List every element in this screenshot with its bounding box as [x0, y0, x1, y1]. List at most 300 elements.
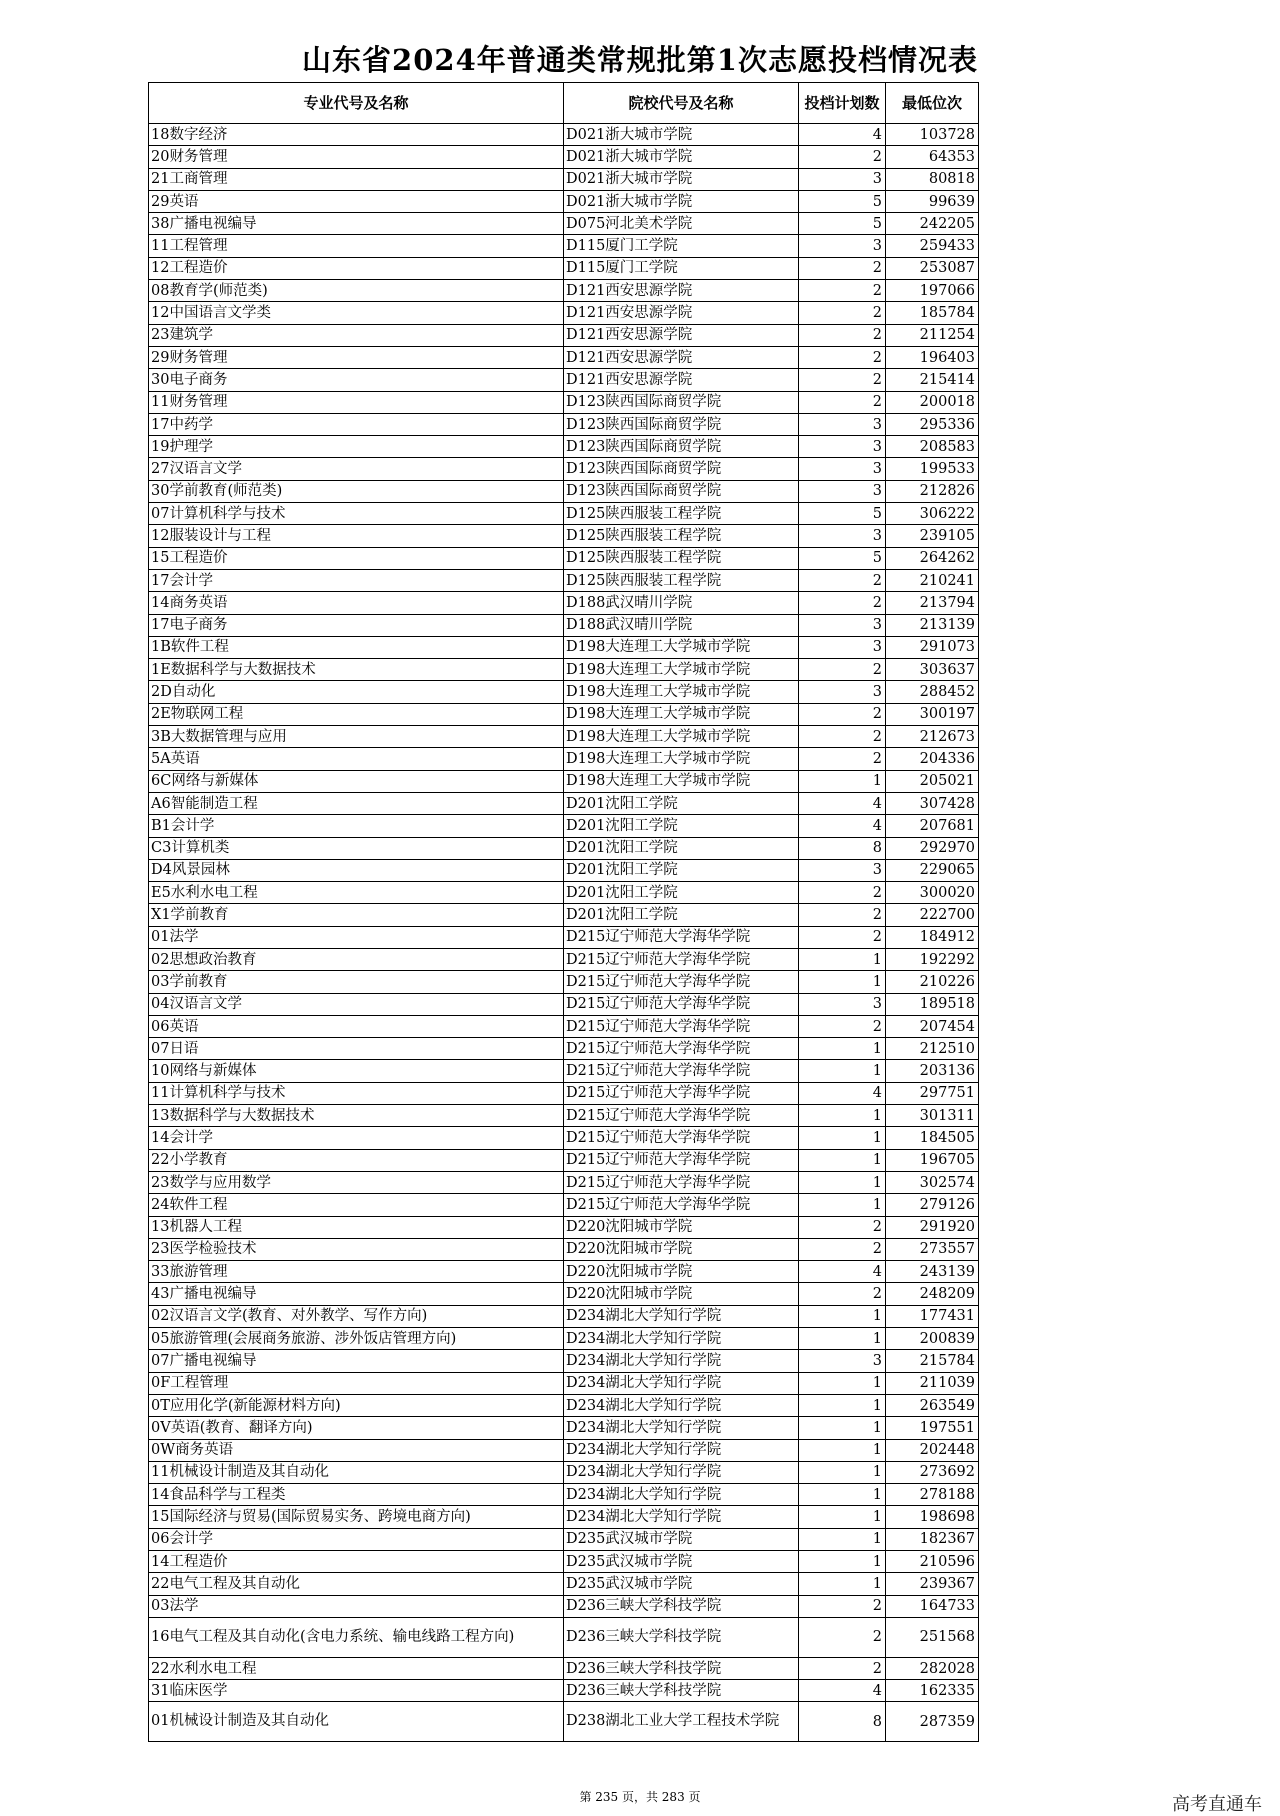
cell-major: 08教育学(师范类) — [149, 280, 564, 302]
cell-rank: 210596 — [886, 1551, 979, 1573]
cell-plan: 1 — [799, 1484, 886, 1506]
cell-plan: 4 — [799, 1680, 886, 1702]
cell-school: D215辽宁师范大学海华学院 — [564, 1105, 799, 1127]
cell-school: D201沈阳工学院 — [564, 882, 799, 904]
cell-plan: 3 — [799, 413, 886, 435]
cell-school: D215辽宁师范大学海华学院 — [564, 926, 799, 948]
table-row — [149, 1551, 979, 1573]
cell-school: D236三峡大学科技学院 — [564, 1657, 799, 1679]
cell-plan: 1 — [799, 1149, 886, 1171]
table-row — [149, 614, 979, 636]
header-plan: 投档计划数 — [799, 83, 886, 124]
table-row — [149, 1439, 979, 1461]
cell-major: A6智能制造工程 — [149, 792, 564, 814]
cell-major: 0F工程管理 — [149, 1372, 564, 1394]
cell-school: D198大连理工大学城市学院 — [564, 659, 799, 681]
cell-school: D234湖北大学知行学院 — [564, 1484, 799, 1506]
cell-school: D234湖北大学知行学院 — [564, 1350, 799, 1372]
table-row — [149, 547, 979, 569]
cell-school: D123陕西国际商贸学院 — [564, 436, 799, 458]
cell-rank: 273692 — [886, 1461, 979, 1483]
cell-plan: 3 — [799, 436, 886, 458]
cell-school: D215辽宁师范大学海华学院 — [564, 1149, 799, 1171]
cell-plan: 1 — [799, 1394, 886, 1416]
cell-rank: 64353 — [886, 146, 979, 168]
cell-major: 0V英语(教育、翻译方向) — [149, 1417, 564, 1439]
cell-plan: 4 — [799, 1082, 886, 1104]
table-row — [149, 748, 979, 770]
cell-major: 5A英语 — [149, 748, 564, 770]
cell-major: 29财务管理 — [149, 346, 564, 368]
cell-major: 11机械设计制造及其自动化 — [149, 1461, 564, 1483]
cell-major: 1E数据科学与大数据技术 — [149, 659, 564, 681]
cell-school: D234湖北大学知行学院 — [564, 1394, 799, 1416]
cell-plan: 2 — [799, 369, 886, 391]
cell-plan: 1 — [799, 1506, 886, 1528]
table-row — [149, 926, 979, 948]
cell-plan: 1 — [799, 1439, 886, 1461]
cell-major: 03学前教育 — [149, 971, 564, 993]
table-row — [149, 1171, 979, 1193]
cell-rank: 184912 — [886, 926, 979, 948]
table-row — [149, 1394, 979, 1416]
cell-rank: 251568 — [886, 1617, 979, 1657]
cell-plan: 1 — [799, 1328, 886, 1350]
page-title: 山东省2024年普通类常规批第1次志愿投档情况表 — [302, 43, 978, 77]
cell-rank: 184505 — [886, 1127, 979, 1149]
cell-major: 11工程管理 — [149, 235, 564, 257]
table-row — [149, 1149, 979, 1171]
table-row — [149, 1657, 979, 1679]
cell-rank: 202448 — [886, 1439, 979, 1461]
cell-plan: 2 — [799, 592, 886, 614]
table-row — [149, 792, 979, 814]
cell-rank: 302574 — [886, 1171, 979, 1193]
table-row — [149, 815, 979, 837]
table-row — [149, 904, 979, 926]
table-row — [149, 168, 979, 190]
cell-rank: 242205 — [886, 213, 979, 235]
table-row — [149, 592, 979, 614]
cell-plan: 1 — [799, 1551, 886, 1573]
cell-plan: 5 — [799, 190, 886, 212]
table-row — [149, 659, 979, 681]
cell-rank: 229065 — [886, 859, 979, 881]
table-row — [149, 1194, 979, 1216]
table-row — [149, 993, 979, 1015]
cell-school: D201沈阳工学院 — [564, 837, 799, 859]
cell-rank: 192292 — [886, 948, 979, 970]
table-body — [149, 124, 979, 1742]
table-row — [149, 324, 979, 346]
cell-rank: 200839 — [886, 1328, 979, 1350]
cell-major: 04汉语言文学 — [149, 993, 564, 1015]
cell-plan: 4 — [799, 1261, 886, 1283]
table-row — [149, 1702, 979, 1742]
cell-major: 1B软件工程 — [149, 636, 564, 658]
cell-rank: 204336 — [886, 748, 979, 770]
table-row — [149, 480, 979, 502]
cell-rank: 288452 — [886, 681, 979, 703]
table-row — [149, 1595, 979, 1617]
cell-plan: 1 — [799, 1194, 886, 1216]
cell-major: E5水利水电工程 — [149, 882, 564, 904]
cell-rank: 182367 — [886, 1528, 979, 1550]
cell-rank: 207454 — [886, 1015, 979, 1037]
table-row — [149, 346, 979, 368]
cell-major: C3计算机类 — [149, 837, 564, 859]
table-row — [149, 1283, 979, 1305]
table-row — [149, 1372, 979, 1394]
cell-rank: 295336 — [886, 413, 979, 435]
cell-major: 15工程造价 — [149, 547, 564, 569]
cell-major: 19护理学 — [149, 436, 564, 458]
cell-major: 18数字经济 — [149, 124, 564, 146]
cell-major: 13机器人工程 — [149, 1216, 564, 1238]
cell-plan: 3 — [799, 859, 886, 881]
cell-plan: 2 — [799, 346, 886, 368]
cell-plan: 1 — [799, 770, 886, 792]
cell-school: D215辽宁师范大学海华学院 — [564, 1015, 799, 1037]
cell-major: 06英语 — [149, 1015, 564, 1037]
cell-school: D123陕西国际商贸学院 — [564, 391, 799, 413]
cell-rank: 263549 — [886, 1394, 979, 1416]
cell-school: D021浙大城市学院 — [564, 168, 799, 190]
cell-school: D198大连理工大学城市学院 — [564, 748, 799, 770]
cell-school: D234湖北大学知行学院 — [564, 1506, 799, 1528]
admission-table — [148, 82, 979, 1742]
cell-major: B1会计学 — [149, 815, 564, 837]
cell-plan: 1 — [799, 1573, 886, 1595]
cell-school: D215辽宁师范大学海华学院 — [564, 1060, 799, 1082]
cell-rank: 259433 — [886, 235, 979, 257]
cell-major: 38广播电视编导 — [149, 213, 564, 235]
cell-school: D125陕西服装工程学院 — [564, 569, 799, 591]
cell-rank: 278188 — [886, 1484, 979, 1506]
cell-major: 11财务管理 — [149, 391, 564, 413]
cell-plan: 3 — [799, 480, 886, 502]
table-row — [149, 1484, 979, 1506]
cell-school: D215辽宁师范大学海华学院 — [564, 1171, 799, 1193]
cell-major: 06会计学 — [149, 1528, 564, 1550]
table-row — [149, 1461, 979, 1483]
table-row — [149, 1038, 979, 1060]
cell-major: X1学前教育 — [149, 904, 564, 926]
cell-rank: 215414 — [886, 369, 979, 391]
cell-school: D123陕西国际商贸学院 — [564, 480, 799, 502]
cell-plan: 2 — [799, 882, 886, 904]
cell-rank: 196403 — [886, 346, 979, 368]
cell-plan: 3 — [799, 993, 886, 1015]
cell-rank: 200018 — [886, 391, 979, 413]
table-row — [149, 1082, 979, 1104]
cell-rank: 210226 — [886, 971, 979, 993]
cell-school: D188武汉晴川学院 — [564, 592, 799, 614]
cell-rank: 301311 — [886, 1105, 979, 1127]
cell-school: D215辽宁师范大学海华学院 — [564, 1194, 799, 1216]
cell-school: D215辽宁师范大学海华学院 — [564, 1082, 799, 1104]
cell-rank: 282028 — [886, 1657, 979, 1679]
header-rank: 最低位次 — [886, 83, 979, 124]
cell-major: 30学前教育(师范类) — [149, 480, 564, 502]
page-number: 第 235 页，共 283 页 — [579, 1790, 701, 1804]
table-row — [149, 681, 979, 703]
cell-school: D021浙大城市学院 — [564, 124, 799, 146]
cell-plan: 2 — [799, 257, 886, 279]
cell-rank: 199533 — [886, 458, 979, 480]
cell-rank: 99639 — [886, 190, 979, 212]
cell-major: 12中国语言文学类 — [149, 302, 564, 324]
cell-major: 07广播电视编导 — [149, 1350, 564, 1372]
cell-major: 14会计学 — [149, 1127, 564, 1149]
cell-school: D236三峡大学科技学院 — [564, 1680, 799, 1702]
cell-school: D201沈阳工学院 — [564, 904, 799, 926]
cell-school: D235武汉城市学院 — [564, 1528, 799, 1550]
cell-rank: 243139 — [886, 1261, 979, 1283]
header-major: 专业代号及名称 — [149, 83, 564, 124]
cell-rank: 212673 — [886, 726, 979, 748]
table-row — [149, 569, 979, 591]
table-row — [149, 213, 979, 235]
cell-school: D234湖北大学知行学院 — [564, 1461, 799, 1483]
cell-rank: 253087 — [886, 257, 979, 279]
cell-major: 43广播电视编导 — [149, 1283, 564, 1305]
cell-plan: 2 — [799, 659, 886, 681]
cell-rank: 80818 — [886, 168, 979, 190]
cell-major: 23建筑学 — [149, 324, 564, 346]
table-row — [149, 369, 979, 391]
table-row — [149, 235, 979, 257]
table-row — [149, 703, 979, 725]
cell-rank: 212510 — [886, 1038, 979, 1060]
table-row — [149, 837, 979, 859]
cell-rank: 210241 — [886, 569, 979, 591]
cell-school: D236三峡大学科技学院 — [564, 1617, 799, 1657]
cell-plan: 1 — [799, 1417, 886, 1439]
cell-school: D125陕西服装工程学院 — [564, 547, 799, 569]
cell-school: D215辽宁师范大学海华学院 — [564, 1127, 799, 1149]
cell-plan: 3 — [799, 525, 886, 547]
cell-rank: 215784 — [886, 1350, 979, 1372]
cell-plan: 4 — [799, 815, 886, 837]
cell-plan: 1 — [799, 1528, 886, 1550]
cell-major: 05旅游管理(会展商务旅游、涉外饭店管理方向) — [149, 1328, 564, 1350]
cell-plan: 1 — [799, 1171, 886, 1193]
cell-plan: 2 — [799, 280, 886, 302]
table-row — [149, 302, 979, 324]
cell-plan: 8 — [799, 837, 886, 859]
cell-school: D121西安思源学院 — [564, 324, 799, 346]
cell-school: D021浙大城市学院 — [564, 146, 799, 168]
cell-plan: 1 — [799, 971, 886, 993]
cell-school: D115厦门工学院 — [564, 257, 799, 279]
cell-major: 01法学 — [149, 926, 564, 948]
cell-plan: 2 — [799, 1216, 886, 1238]
cell-plan: 2 — [799, 146, 886, 168]
cell-rank: 198698 — [886, 1506, 979, 1528]
cell-major: 14商务英语 — [149, 592, 564, 614]
cell-rank: 211254 — [886, 324, 979, 346]
table-row — [149, 1328, 979, 1350]
cell-rank: 207681 — [886, 815, 979, 837]
cell-major: 03法学 — [149, 1595, 564, 1617]
cell-plan: 3 — [799, 168, 886, 190]
cell-major: 17会计学 — [149, 569, 564, 591]
cell-school: D215辽宁师范大学海华学院 — [564, 993, 799, 1015]
cell-plan: 3 — [799, 458, 886, 480]
cell-school: D220沈阳城市学院 — [564, 1283, 799, 1305]
table-row — [149, 503, 979, 525]
cell-major: 07日语 — [149, 1038, 564, 1060]
cell-plan: 3 — [799, 681, 886, 703]
table-row — [149, 124, 979, 146]
cell-major: 22电气工程及其自动化 — [149, 1573, 564, 1595]
cell-rank: 185784 — [886, 302, 979, 324]
table-row — [149, 1680, 979, 1702]
cell-plan: 2 — [799, 1657, 886, 1679]
table-header-row — [149, 83, 979, 124]
cell-plan: 2 — [799, 904, 886, 926]
cell-school: D198大连理工大学城市学院 — [564, 636, 799, 658]
cell-school: D201沈阳工学院 — [564, 859, 799, 881]
cell-school: D188武汉晴川学院 — [564, 614, 799, 636]
cell-school: D121西安思源学院 — [564, 369, 799, 391]
table-row — [149, 190, 979, 212]
cell-rank: 306222 — [886, 503, 979, 525]
table-row — [149, 436, 979, 458]
cell-rank: 213794 — [886, 592, 979, 614]
cell-plan: 3 — [799, 1350, 886, 1372]
table-row — [149, 1015, 979, 1037]
cell-plan: 3 — [799, 636, 886, 658]
table-row — [149, 525, 979, 547]
cell-major: 02汉语言文学(教育、对外教学、写作方向) — [149, 1305, 564, 1327]
cell-major: 17中药学 — [149, 413, 564, 435]
cell-plan: 4 — [799, 792, 886, 814]
cell-plan: 8 — [799, 1702, 886, 1742]
cell-rank: 291073 — [886, 636, 979, 658]
table-row — [149, 146, 979, 168]
header-school: 院校代号及名称 — [564, 83, 799, 124]
cell-plan: 1 — [799, 1127, 886, 1149]
cell-school: D121西安思源学院 — [564, 346, 799, 368]
table-row — [149, 1417, 979, 1439]
cell-rank: 303637 — [886, 659, 979, 681]
cell-rank: 279126 — [886, 1194, 979, 1216]
table-row — [149, 280, 979, 302]
cell-school: D215辽宁师范大学海华学院 — [564, 948, 799, 970]
cell-rank: 197066 — [886, 280, 979, 302]
cell-major: 31临床医学 — [149, 1680, 564, 1702]
table-row — [149, 1528, 979, 1550]
cell-plan: 5 — [799, 213, 886, 235]
cell-plan: 1 — [799, 1305, 886, 1327]
watermark: 高考直通车 — [1172, 1794, 1262, 1815]
cell-school: D075河北美术学院 — [564, 213, 799, 235]
cell-major: 0W商务英语 — [149, 1439, 564, 1461]
cell-major: D4风景园林 — [149, 859, 564, 881]
cell-rank: 307428 — [886, 792, 979, 814]
cell-plan: 5 — [799, 503, 886, 525]
cell-school: D234湖北大学知行学院 — [564, 1372, 799, 1394]
table-row — [149, 1238, 979, 1260]
cell-school: D215辽宁师范大学海华学院 — [564, 971, 799, 993]
cell-plan: 2 — [799, 391, 886, 413]
cell-major: 24软件工程 — [149, 1194, 564, 1216]
table-row — [149, 1617, 979, 1657]
table-row — [149, 971, 979, 993]
cell-school: D198大连理工大学城市学院 — [564, 681, 799, 703]
cell-rank: 162335 — [886, 1680, 979, 1702]
cell-major: 2E物联网工程 — [149, 703, 564, 725]
cell-school: D236三峡大学科技学院 — [564, 1595, 799, 1617]
cell-school: D198大连理工大学城市学院 — [564, 703, 799, 725]
cell-major: 11计算机科学与技术 — [149, 1082, 564, 1104]
cell-major: 13数据科学与大数据技术 — [149, 1105, 564, 1127]
cell-plan: 2 — [799, 569, 886, 591]
cell-plan: 2 — [799, 302, 886, 324]
cell-school: D234湖北大学知行学院 — [564, 1439, 799, 1461]
cell-rank: 197551 — [886, 1417, 979, 1439]
cell-major: 17电子商务 — [149, 614, 564, 636]
cell-plan: 2 — [799, 926, 886, 948]
cell-school: D198大连理工大学城市学院 — [564, 726, 799, 748]
cell-major: 20财务管理 — [149, 146, 564, 168]
cell-major: 6C网络与新媒体 — [149, 770, 564, 792]
cell-major: 27汉语言文学 — [149, 458, 564, 480]
cell-major: 23数学与应用数学 — [149, 1171, 564, 1193]
cell-school: D220沈阳城市学院 — [564, 1216, 799, 1238]
table-row — [149, 948, 979, 970]
cell-rank: 291920 — [886, 1216, 979, 1238]
cell-major: 07计算机科学与技术 — [149, 503, 564, 525]
cell-plan: 1 — [799, 1105, 886, 1127]
cell-school: D201沈阳工学院 — [564, 815, 799, 837]
cell-major: 02思想政治教育 — [149, 948, 564, 970]
cell-rank: 297751 — [886, 1082, 979, 1104]
cell-plan: 2 — [799, 1238, 886, 1260]
cell-school: D123陕西国际商贸学院 — [564, 458, 799, 480]
cell-plan: 2 — [799, 726, 886, 748]
cell-school: D125陕西服装工程学院 — [564, 503, 799, 525]
cell-rank: 164733 — [886, 1595, 979, 1617]
table-row — [149, 1350, 979, 1372]
cell-major: 22水利水电工程 — [149, 1657, 564, 1679]
cell-school: D220沈阳城市学院 — [564, 1238, 799, 1260]
cell-plan: 2 — [799, 748, 886, 770]
cell-major: 0T应用化学(新能源材料方向) — [149, 1394, 564, 1416]
cell-plan: 2 — [799, 1015, 886, 1037]
table-row — [149, 1305, 979, 1327]
cell-rank: 213139 — [886, 614, 979, 636]
cell-school: D123陕西国际商贸学院 — [564, 413, 799, 435]
cell-school: D215辽宁师范大学海华学院 — [564, 1038, 799, 1060]
table-row — [149, 1573, 979, 1595]
cell-major: 33旅游管理 — [149, 1261, 564, 1283]
cell-school: D234湖北大学知行学院 — [564, 1305, 799, 1327]
table-row — [149, 770, 979, 792]
table-row — [149, 1506, 979, 1528]
cell-plan: 1 — [799, 1372, 886, 1394]
cell-rank: 211039 — [886, 1372, 979, 1394]
cell-plan: 2 — [799, 1283, 886, 1305]
table-row — [149, 859, 979, 881]
table-row — [149, 257, 979, 279]
cell-major: 3B大数据管理与应用 — [149, 726, 564, 748]
cell-school: D115厦门工学院 — [564, 235, 799, 257]
cell-rank: 287359 — [886, 1702, 979, 1742]
cell-plan: 1 — [799, 1038, 886, 1060]
